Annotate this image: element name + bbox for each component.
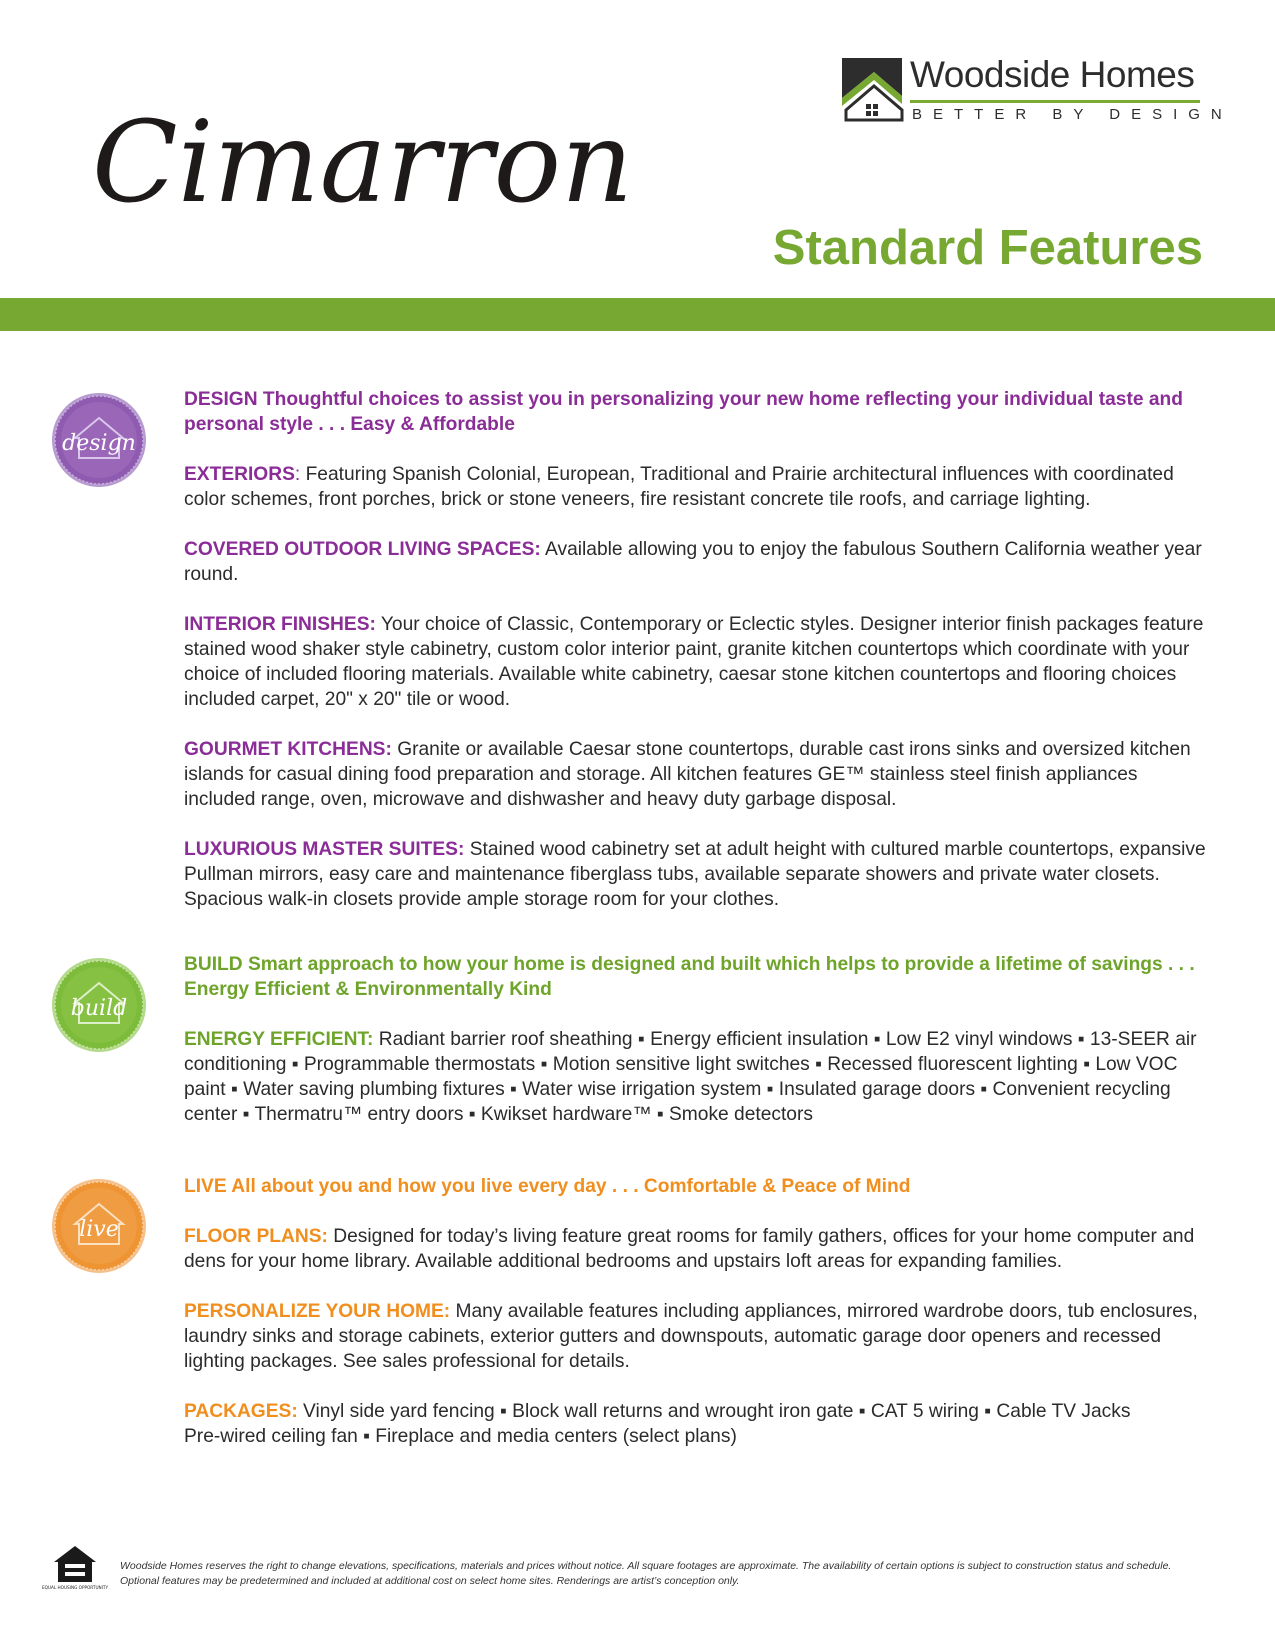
feature-label-sep: : bbox=[294, 464, 301, 485]
build-heading: BUILD Smart approach to how your home is designed and built which helps to provide a lifetime of savings . . . Energy Efficient & Environmentally Kind bbox=[184, 954, 1195, 1000]
feature-text: Many available features including appliances, mirrored wardrobe doors, tub enclosures, laundry sinks and storage cabinets, exterior gutters and downspouts, automatic garage door openers and recessed lighting packages. See sales professional for details. bbox=[184, 1301, 1198, 1372]
feature-text: Stained wood cabinetry set at adult height with cultured marble countertops, expansive Pullman mirrors, easy care and maintenance fiberglass tubs, available separate showers and private water closets. Spacious walk-in closets provide ample storage room for your clothes. bbox=[184, 839, 1206, 910]
equal-housing-icon bbox=[42, 1544, 108, 1596]
feature-text: Designed for today’s living feature great rooms for family gathers, offices for your home computer and dens for your home library. Available additional bedrooms and upstairs loft areas for expanding families. bbox=[184, 1226, 1195, 1272]
design-heading: DESIGN Thoughtful choices to assist you in personalizing your new home reflecting your individual taste and personal style . . . Easy & Affordable bbox=[184, 389, 1183, 435]
feature-packages bbox=[184, 1399, 1212, 1449]
feature-text: Available allowing you to enjoy the fabulous Southern California weather year round. bbox=[184, 539, 1202, 585]
feature-label: ENERGY EFFICIENT: bbox=[184, 1029, 374, 1050]
feature-text: Radiant barrier roof sheathing ▪ Energy efficient insulation ▪ Low E2 vinyl windows ▪ 13-SEER air conditioning ▪ Programmable thermostats ▪ Motion sensitive light switches ▪ Recessed fluorescent lighting ▪ Low VOC paint ▪ Water saving plumbing fixtures ▪ Water wise irrigation system ▪ Insulated garage doors ▪ Convenient recycling center ▪ Thermatru™ entry doors ▪ Kwikset hardware™ ▪ Smoke detectors bbox=[184, 1029, 1197, 1125]
community-title: Cimarron bbox=[92, 98, 634, 228]
feature-label: EXTERIORS bbox=[184, 464, 295, 485]
page-subtitle: Standard Features bbox=[772, 221, 1203, 275]
feature-label: INTERIOR FINISHES: bbox=[184, 614, 376, 635]
feature-exteriors bbox=[184, 462, 1212, 512]
build-badge-icon bbox=[51, 957, 147, 1053]
feature-text: Vinyl side yard fencing ▪ Block wall returns and wrought iron gate ▪ CAT 5 wiring ▪ Cable TV Jacks bbox=[297, 1401, 1131, 1422]
live-heading: LIVE All about you and how you live every day . . . Comfortable & Peace of Mind bbox=[184, 1176, 911, 1197]
feature-text: Your choice of Classic, Contemporary or Eclectic styles. Designer interior finish packages feature stained wood shaker style cabinetry, custom color interior paint, granite kitchen countertops which coordinate with your choice of included flooring materials. Available white cabinetry, caesar stone kitchen countertops and flooring choices included carpet, 20" x 20" tile or wood. bbox=[184, 614, 1204, 710]
header-divider-bar bbox=[0, 298, 1275, 331]
design-badge-label: design bbox=[62, 431, 136, 456]
live-badge-icon bbox=[51, 1178, 147, 1274]
feature-label: PACKAGES: bbox=[184, 1401, 298, 1422]
disclaimer: Woodside Homes reserves the right to change elevations, specifications, materials and prices without notice. All square footages are approximate. The availability of certain options is subject to construction status and schedule. Optional features may be predetermined and included at additional cost on select home sites. Renderings are artist’s conception only. bbox=[120, 1560, 1172, 1587]
feature-label: FLOOR PLANS: bbox=[184, 1226, 328, 1247]
equal-housing-label: EQUAL HOUSING OPPORTUNITY bbox=[42, 1585, 108, 1590]
feature-floor-plans bbox=[184, 1224, 1212, 1274]
feature-covered-outdoor bbox=[184, 537, 1212, 587]
feature-label: LUXURIOUS MASTER SUITES: bbox=[184, 839, 465, 860]
feature-energy-efficient bbox=[184, 1027, 1212, 1127]
design-section bbox=[184, 387, 1212, 912]
woodside-homes-logo bbox=[842, 54, 1233, 130]
build-section bbox=[184, 952, 1212, 1127]
design-badge-icon bbox=[51, 392, 147, 488]
live-badge-label: live bbox=[79, 1217, 119, 1242]
feature-interior-finishes bbox=[184, 612, 1212, 712]
feature-text: Granite or available Caesar stone countertops, durable cast irons sinks and oversized kitchen islands for casual dining food preparation and storage. All kitchen features GE™ stainless steel finish appliances included range, oven, microwave and dishwasher and heavy duty garbage disposal. bbox=[184, 739, 1191, 810]
brand-tagline: BETTER BY DESIGN bbox=[912, 106, 1233, 123]
feature-master-suites bbox=[184, 837, 1212, 912]
brand-name: Woodside Homes bbox=[910, 54, 1195, 95]
feature-label: PERSONALIZE YOUR HOME: bbox=[184, 1301, 451, 1322]
live-section bbox=[184, 1174, 1212, 1449]
feature-label: GOURMET KITCHENS: bbox=[184, 739, 392, 760]
feature-text-line2: Pre-wired ceiling fan ▪ Fireplace and media centers (select plans) bbox=[184, 1426, 737, 1447]
feature-gourmet-kitchens bbox=[184, 737, 1212, 812]
brand-rule bbox=[910, 100, 1200, 103]
build-badge-label: build bbox=[70, 996, 128, 1021]
feature-label: COVERED OUTDOOR LIVING SPACES: bbox=[184, 539, 541, 560]
house-logo-icon bbox=[842, 58, 902, 120]
feature-text: Featuring Spanish Colonial, European, Traditional and Prairie architectural influences with coordinated color schemes, front porches, brick or stone veneers, fire resistant concrete tile roofs, and carriage lighting. bbox=[184, 464, 1174, 510]
feature-personalize bbox=[184, 1299, 1212, 1374]
